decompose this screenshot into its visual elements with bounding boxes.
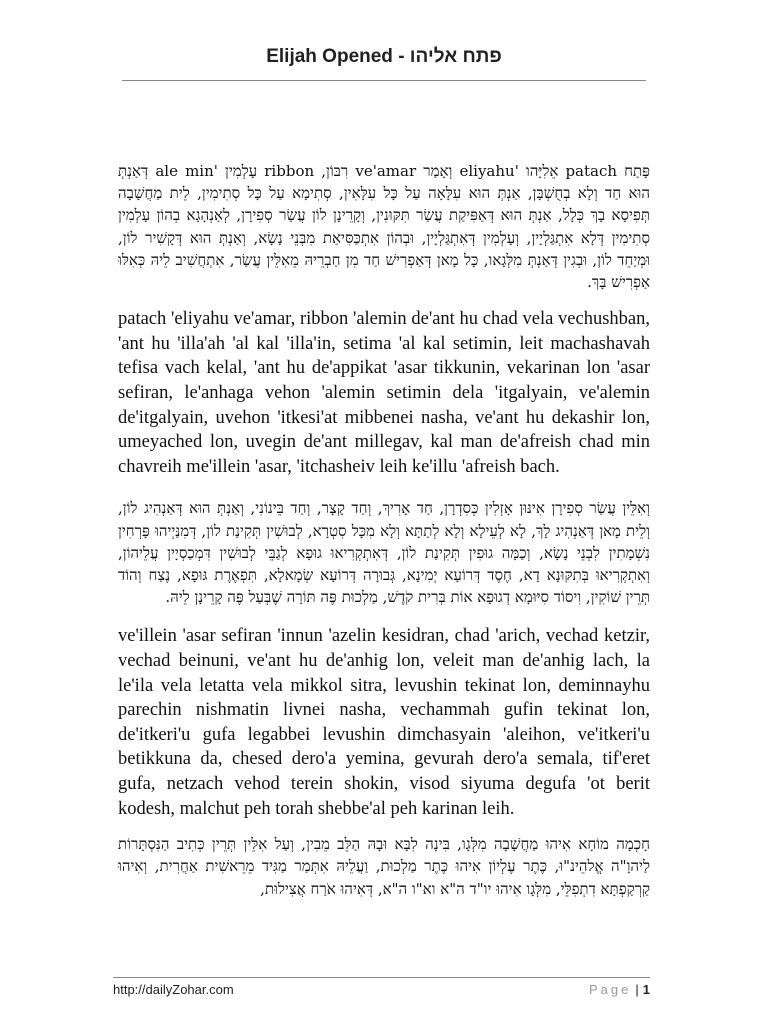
page-indicator [589, 982, 650, 997]
page-label: Page [589, 982, 632, 997]
page-number: 1 [642, 982, 650, 997]
page-separator: | [635, 982, 639, 997]
transliteration-paragraph-2: ve'illein 'asar sefiran 'innun 'azelin kesidran, chad 'arich, vechad ketzir, vechad beinuni, ve'ant hu de'anhig lon, veleit man de'anhig lach, la le'ila vela letatta vela mikkol sitra, levushin tekinat lon, deminnayhu parechin nishmatin livnei nasha, vechammah gufin tekinat lon, de'itkeri'u gufa legabbei levushin dimchasyain 'aleihon, ve'itkeri'u betikkuna da, chesed dero'a yemina, gevurah dero'a semala, tif'eret gufa, netzach vehod terein shokin, visod siyuma degufa 'ot berit kodesh, malchut peh torah shebbe'al peh karinan leih. [118, 626, 650, 819]
hebrew-paragraph-3: חָכְמָה מוֹחָא אִיהוּ מַחֲשָׁבָה מִלְּגָו, בִּינָה לִבָּא וּבָהּ הַלֵּב מֵבִין, וְעַל אִלֵּין תְּרֵין כְּתִיב הַנִּסְתָּרוֹת לַיהוָ"ה אֱלהֵינ"וּ, כֶּתֶר עֶלְיוֹן אִיהוּ כֶּתֶר מַלְכוּת, וַעֲלֵיהּ אִתְּמַר מַגִּיד מֵרֵאשִׁית אַחֲרִית, וְאִיהוּ קַרְקַפְתָּא דִתְפִלֵּי, מִלְּגָו אִיהוּ יו"ד ה"א וא"ו ה"א, דְּאִיהוּ אֹרַח אֲצִילוּת, [118, 835, 650, 898]
hebrew-paragraph-2: וְאִלֵּין עֲשַׂר סְפִירָן אִינּוּן אָזְלִין כְּסִדְרָן, חַד אָרִיךְ, וְחַד קָצָר, וְחַד בֵּינוֹנִי, וְאַנְתְּ הוּא דְּאַנְהִיג לוֹן, וְלֵית מָאן דְּאַנְהִיג לָךְ, לָא לְעֵילָא וְלָא לְתַתָּא וְלָא מִכָּל סִטְרָא, לְבוּשִׁין תְּקִינַת לוֹן, דְּמִנַּיְיהוּ פָּרְחִין נִשְׁמָתִין לִבְנֵי נָשָׂא, וְכַמָּה גוּפִין תְּקִינַת לוֹן, דְּאִתְקְרִיאוּ גוּפָא לְגַבֵּי לְבוּשִׁין דִּמְכַסְיָין עֲלֵיהוֹן, וְאִתְקְרִיאוּ בְּתִקּוּנָא דָא, חֶסֶד דְּרוֹעָא יְמִינָא, גְּבוּרָה דְּרוֹעָא שְׂמָאלָא, תִּפְאֶרֶת גּוּפָא, נֶצַח וְהוֹד תְּרֵין שׁוֹקִין, וִיסוֹד סִיּוּמָא דְגוּפָא אוֹת בְּרִית קֹדֶשׁ, מַלְכוּת פֶּה תּוֹרָה שֶׁבְּעַל פֶּה קָרֵינָן לֵיהּ. [118, 499, 650, 607]
header-divider [122, 80, 646, 81]
document-body [118, 160, 650, 900]
page-title: Elijah Opened - פתח אליהו [266, 46, 502, 67]
transliteration-paragraph-1: patach 'eliyahu ve'amar, ribbon 'alemin de'ant hu chad vela vechushban, 'ant hu 'illa'ah 'al kal 'illa'in, setima 'al kal setimin, leit machashavah tefisa vach kelal, 'ant hu de'appikat 'asar tikkunin, vekarinan lon 'asar sefiran, le'anhaga vehon 'alemin setimin dela 'itgalyain, ve'alemin de'itgalyain, uvehon 'itkesi'at mibbenei nasha, ve'ant hu dekashir lon, umeyached lon, uvegin de'ant millegav, kal man de'afreish chad min chavreih me'illein 'asar, 'itchasheiv leih ke'illu 'afreish bach. [118, 309, 650, 477]
hebrew-paragraph-1: פָּתַח patach אֵלִיָּהו 'eliyahu וְאָמַר ve'amar רִבּוֹן, ribbon עָלְמִין 'ale min דְּאַנְתְּ הוּא חַד וְלָא בְחֻשְׁבָּן, אַנְתְּ הוּא עִלָּאָה עַל כָּל עִלָּאִין, סְתִימָא עַל כָּל סְתִימִין, לֵית מַחֲשָׁבָה תְּפִיסָא בָךְ כְּלָל, אַנְתְּ הוּא דְּאַפִּיקַת עֲשַׂר תִּקּוּנִין, וְקָרֵינָן לוֹן עֲשַׂר סְפִירָן, לְאַנְהָגָא בְהוֹן עָלְמִין סְתִימִין דְּלָא אִתְגַּלְיָין, וְעָלְמִין דְּאִתְגַּלְיָין, וּבְהוֹן אִתְכַּסִּיאַת מִבְּנֵי נָשָׂא, וְאַנְתְּ הוּא דְּקָשִׁיר לוֹן, וּמְיַחֵד לוֹן, וּבְגִין דְּאַנְתְּ מִלְּגָאו, כָּל מָאן דְּאַפְרִישׁ חַד מִן חַבְרֵיהּ מֵאִלֵּין עֲשַׂר, אִתְחֲשִׁיב לֵיהּ כְּאִלּוּ אַפְרִישׁ בָּךְ. [118, 162, 651, 292]
footer-url[interactable]: http://dailyZohar.com [113, 982, 234, 997]
page-footer [113, 977, 650, 997]
